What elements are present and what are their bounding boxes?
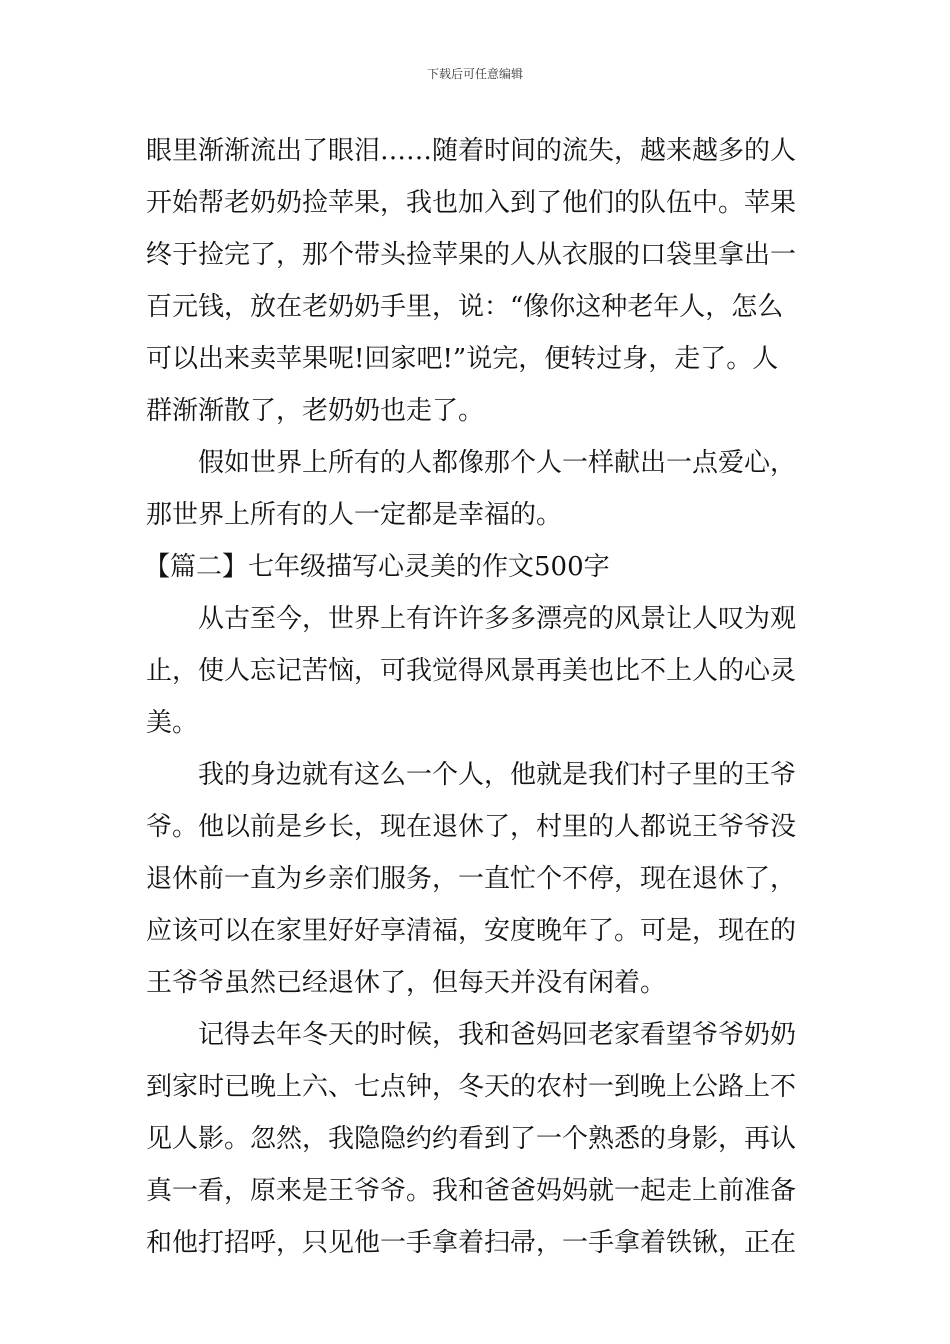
text-line: 可以出来卖苹果呢!回家吧!”说完，便转过身，走了。人 — [146, 344, 779, 374]
section-heading: 【篇二】七年级描写心灵美的作文500字 — [144, 552, 610, 582]
text-line: 到家时已晚上六、七点钟，冬天的农村一到晚上公路上不 — [146, 1072, 797, 1102]
text-line: 假如世界上所有的人都像那个人一样献出一点爱心， — [198, 448, 797, 478]
text-line: 应该可以在家里好好享清福，安度晚年了。可是，现在的 — [146, 916, 797, 946]
text-line: 终于捡完了，那个带头捡苹果的人从衣服的口袋里拿出一 — [146, 240, 797, 270]
text-line: 那世界上所有的人一定都是幸福的。 — [146, 500, 563, 530]
text-line: 和他打招呼，只见他一手拿着扫帚，一手拿着铁锹，正在 — [146, 1228, 797, 1258]
text-line: 真一看，原来是王爷爷。我和爸爸妈妈就一起走上前准备 — [146, 1176, 797, 1206]
text-line: 从古至今，世界上有许许多多漂亮的风景让人叹为观 — [198, 604, 797, 634]
text-line: 见人影。忽然，我隐隐约约看到了一个熟悉的身影，再认 — [146, 1124, 797, 1154]
text-line: 记得去年冬天的时候，我和爸妈回老家看望爷爷奶奶 — [198, 1020, 797, 1050]
text-line: 止，使人忘记苦恼，可我觉得风景再美也比不上人的心灵 — [146, 656, 797, 686]
document-body — [146, 125, 808, 1269]
text-line: 群渐渐散了，老奶奶也走了。 — [146, 396, 485, 426]
text-line: 美。 — [146, 708, 199, 738]
text-line: 开始帮老奶奶捡苹果，我也加入到了他们的队伍中。苹果 — [146, 188, 797, 218]
text-line: 退休前一直为乡亲们服务，一直忙个不停，现在退休了， — [146, 864, 797, 894]
text-line: 王爷爷虽然已经退休了，但每天并没有闲着。 — [146, 968, 667, 998]
page-header: 下载后可任意编辑 — [426, 67, 523, 81]
text-line: 百元钱，放在老奶奶手里，说：“像你这种老年人，怎么 — [146, 292, 784, 322]
text-line: 眼里渐渐流出了眼泪……随着时间的流失，越来越多的人 — [146, 136, 797, 166]
text-line: 爷。他以前是乡长，现在退休了，村里的人都说王爷爷没 — [146, 812, 797, 842]
text-line: 我的身边就有这么一个人，他就是我们村子里的王爷 — [198, 760, 797, 790]
